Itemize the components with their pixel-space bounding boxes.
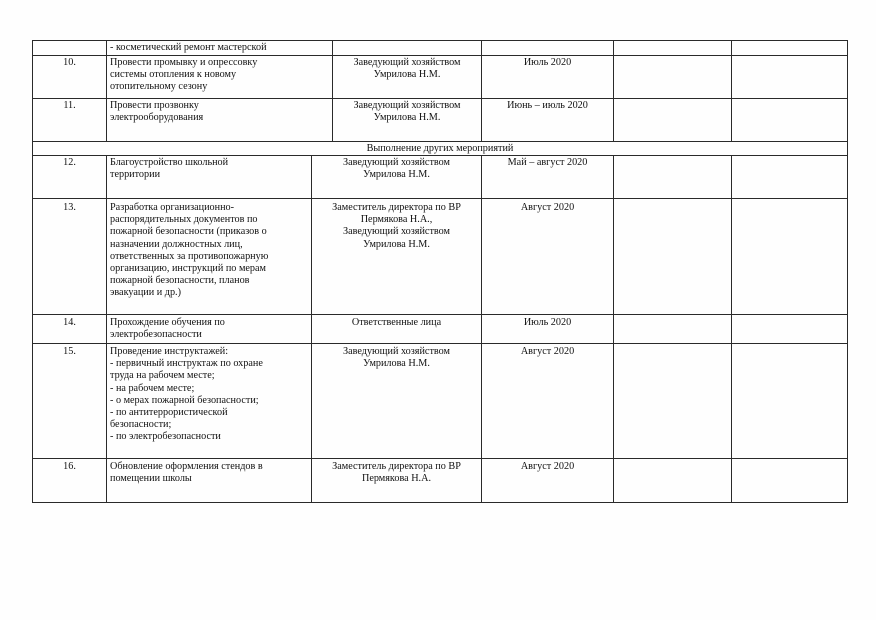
rule: [481, 40, 482, 142]
rule: [106, 155, 107, 503]
responsible-cell: Заместитель директора по ВР Пермякова Н.А.: [332, 461, 461, 485]
row-number: 11.: [63, 100, 76, 111]
date-cell: Июль 2020: [523, 57, 572, 68]
rule: [613, 155, 614, 503]
rule: [32, 98, 847, 99]
rule: [731, 155, 732, 503]
task-cell: Обновление оформления стендов в помещении школы: [110, 461, 263, 485]
date-cell: Август 2020: [520, 461, 575, 472]
task-cell: Провести прозвонку электрооборудования: [110, 100, 204, 124]
row-number: 10.: [63, 57, 76, 68]
row-number: 12.: [63, 157, 76, 168]
task-cell: Разработка организационно- распорядительных документов по пожарной безопасности (приказов о назначении должностных лиц, ответственных за противопожарную организацию, инструкций по мерам пожарной безопасности, планов эвакуации и др.): [110, 202, 269, 299]
task-cell: Проведение инструктажей: - первичный инструктаж по охране труда на рабочем месте; - на рабочем месте; - о мерах пожарной безопасности; - по антитеррористической безопасности; - по электробезопасности: [110, 346, 263, 443]
responsible-cell: Заведующий хозяйством Умрилова Н.М.: [343, 157, 450, 181]
responsible-cell: Заведующий хозяйством Умрилова Н.М.: [353, 57, 461, 81]
date-cell: Июль 2020: [523, 317, 572, 328]
rule: [32, 55, 847, 56]
row-number: 13.: [63, 202, 76, 213]
rule-right: [847, 40, 848, 503]
rule: [731, 40, 732, 142]
rule: [32, 314, 847, 315]
task-cell: Благоустройство школьной территории: [110, 157, 229, 181]
rule: [32, 198, 847, 199]
date-cell: Август 2020: [520, 202, 575, 213]
rule: [32, 141, 847, 142]
rule: [32, 343, 847, 344]
responsible-cell: Заведующий хозяйством Умрилова Н.М.: [353, 100, 461, 124]
responsible-cell: Заведующий хозяйством Умрилова Н.М.: [343, 346, 450, 370]
task-cell: Прохождение обучения по электробезопасности: [110, 317, 225, 341]
task-cell: - косметический ремонт мастерской: [110, 42, 267, 53]
date-cell: Август 2020: [520, 346, 575, 357]
responsible-cell: Ответственные лица: [351, 317, 442, 328]
rule: [613, 40, 614, 142]
rule: [32, 458, 847, 459]
section-header: Выполнение других мероприятий: [366, 143, 514, 154]
responsible-cell: Заместитель директора по ВР Пермякова Н.А., Заведующий хозяйством Умрилова Н.М.: [332, 202, 461, 250]
date-cell: Июнь – июль 2020: [507, 100, 588, 111]
date-cell: Май – август 2020: [507, 157, 588, 168]
row-number: 16.: [63, 461, 76, 472]
task-cell: Провести промывку и опрессовку системы отопления к новому отопительному сезону: [110, 57, 258, 93]
rule-bottom: [32, 502, 847, 503]
row-number: 15.: [63, 346, 76, 357]
rule-top: [32, 40, 847, 41]
rule: [106, 40, 107, 142]
row-number: 14.: [63, 317, 76, 328]
rule: [332, 40, 333, 142]
